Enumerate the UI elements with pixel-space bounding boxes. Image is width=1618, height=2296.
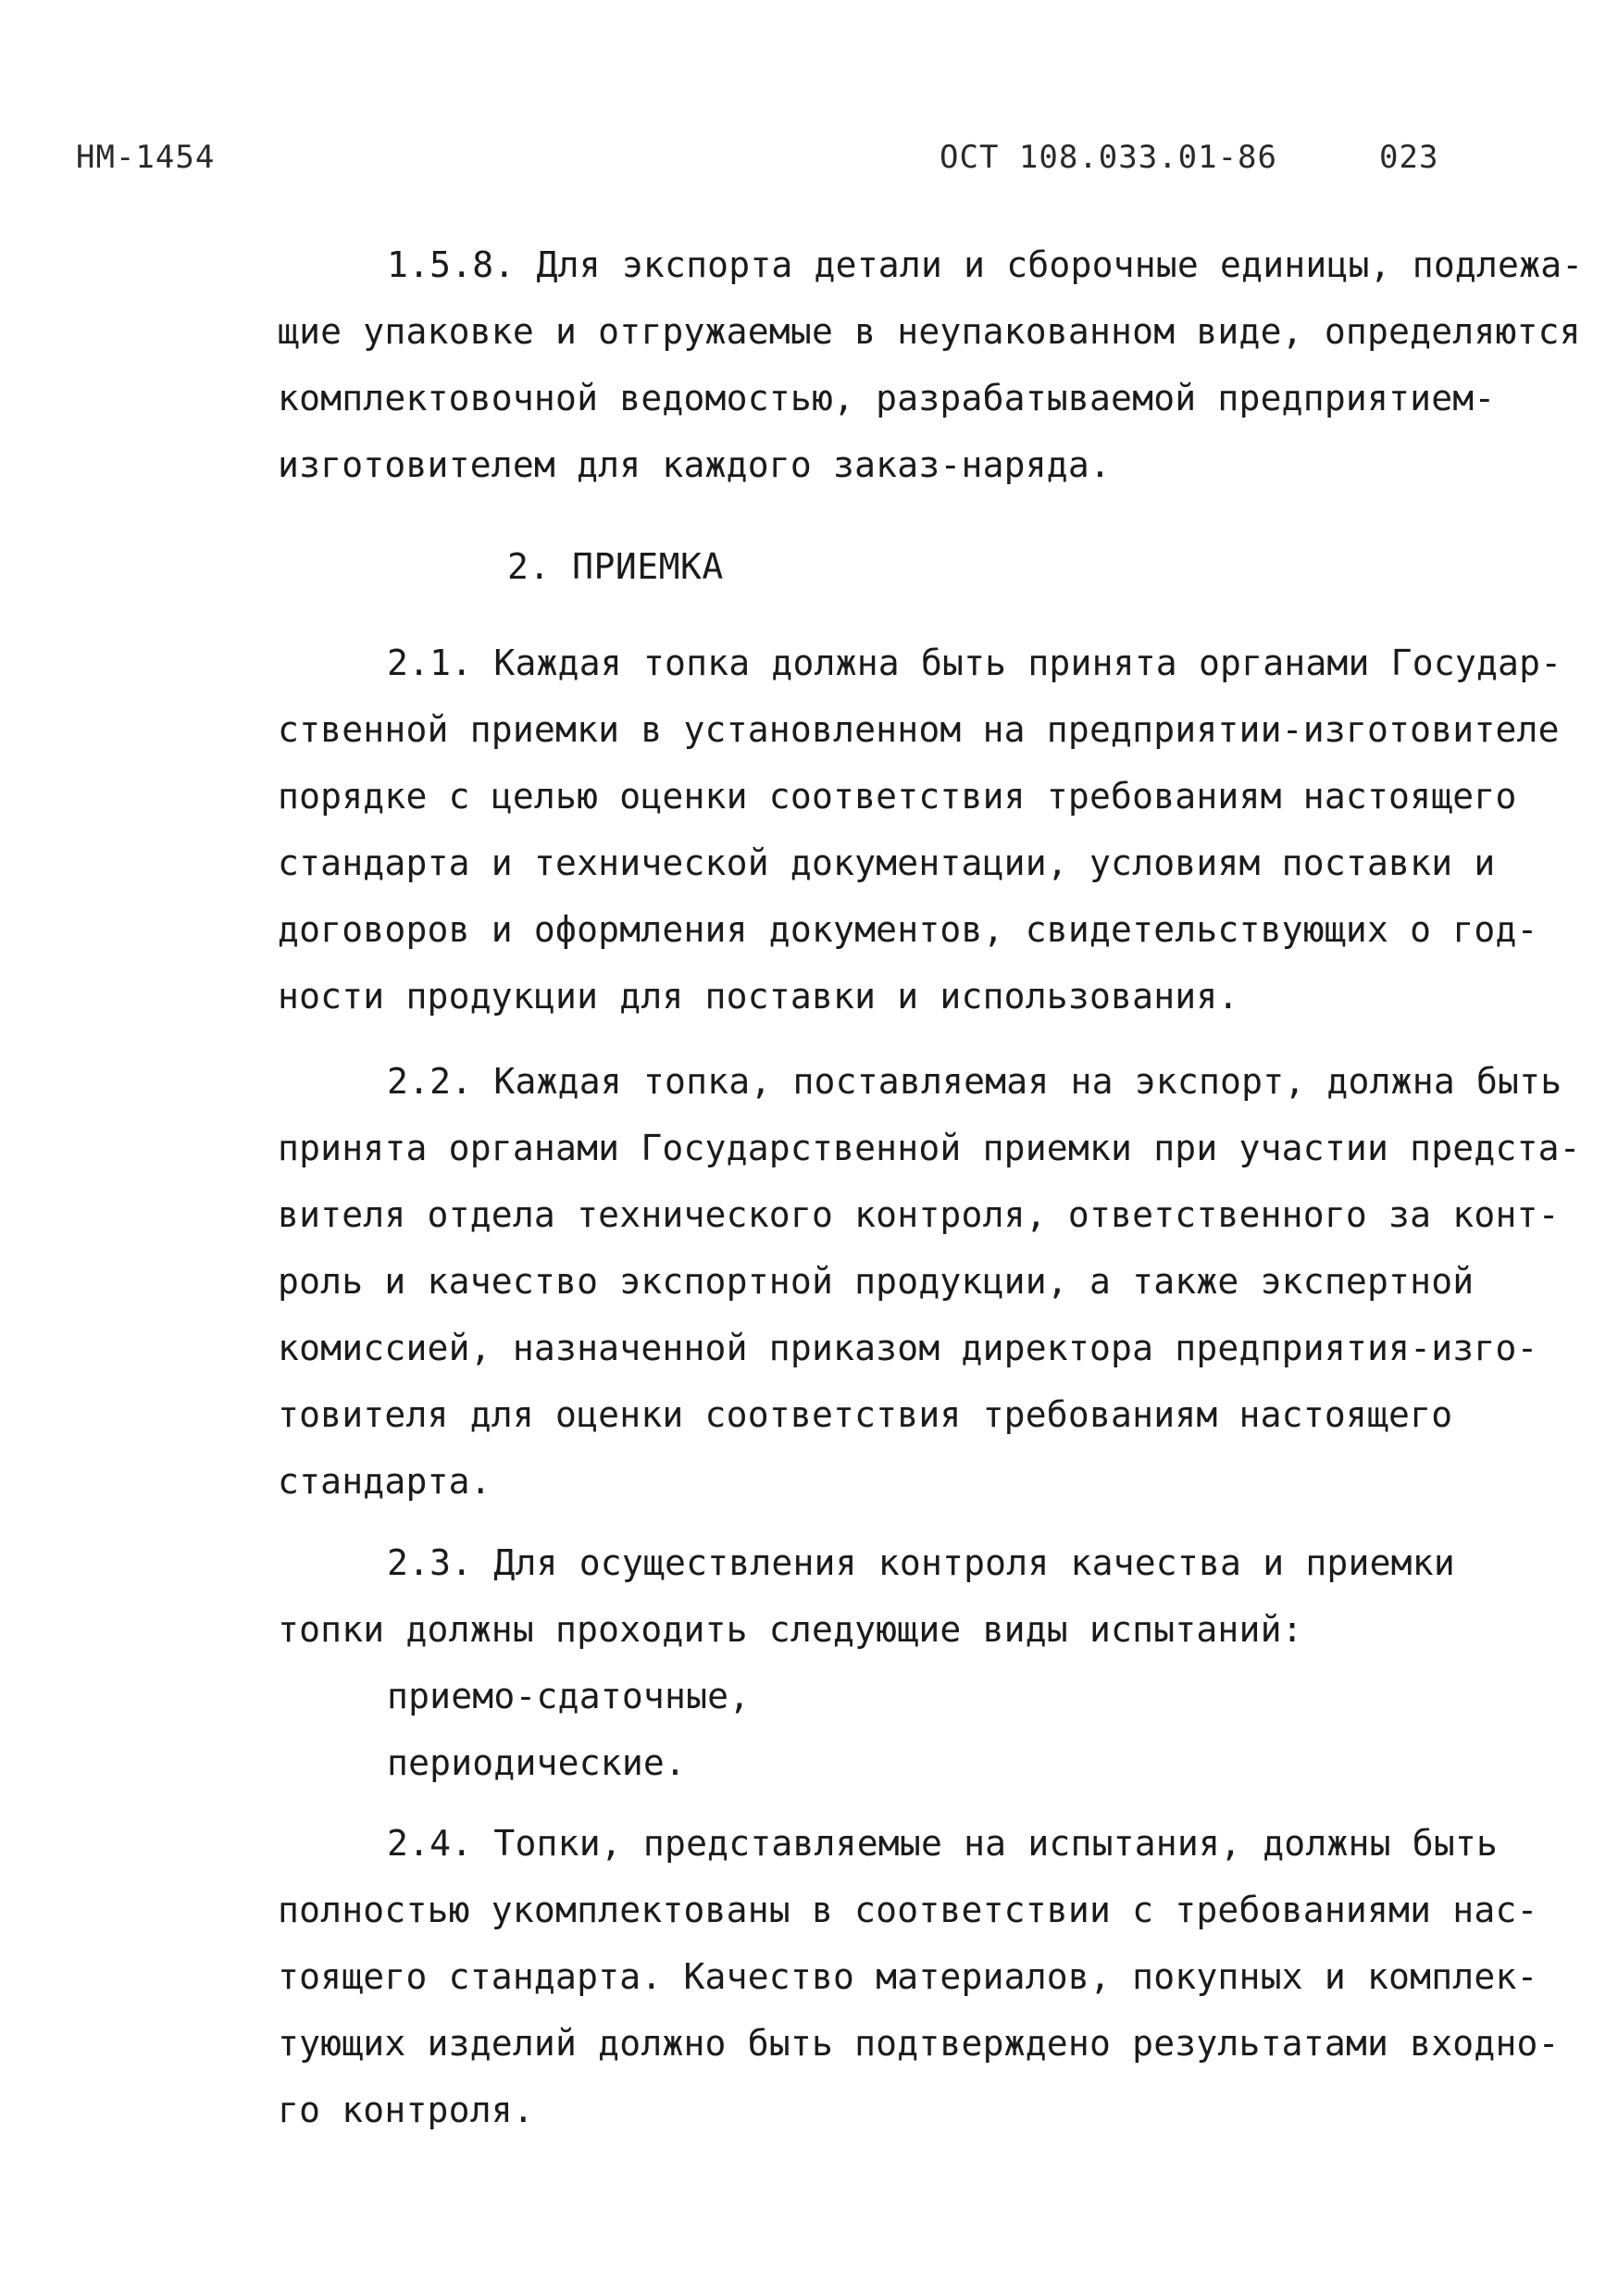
paragraph-line: 2.1. Каждая топка должна быть принята органами Государ- — [387, 643, 1562, 683]
paragraph-2-3 — [278, 1529, 1574, 1796]
paragraph-line: 2.2. Каждая топка, поставляемая на экспорт, должна быть — [387, 1061, 1562, 1102]
paragraph-line: стандарта и технической документации, условиям поставки и — [278, 842, 1496, 883]
paragraph-line: тующих изделий должно быть подтверждено результатами входно- — [278, 2023, 1560, 2064]
paragraph-line: вителя отдела технического контроля, ответственного за конт- — [278, 1194, 1560, 1235]
list-item: периодические. — [387, 1742, 687, 1783]
paragraph-1-5-8 — [278, 231, 1584, 498]
paragraph-line: изготовителем для каждого заказ-наряда. — [278, 444, 1112, 485]
paragraph-line: ственной приемки в установленном на предприятии-изготовителе — [278, 709, 1560, 750]
paragraph-line: порядке с целью оценки соответствия требованиям настоящего — [278, 776, 1517, 817]
paragraph-line: 1.5.8. Для экспорта детали и сборочные единицы, подлежа- — [387, 244, 1584, 285]
paragraph-line: щие упаковке и отгружаемые в неупакованном виде, определяются — [278, 311, 1581, 352]
paragraph-line: роль и качество экспортной продукции, а также экспертной — [278, 1261, 1475, 1302]
paragraph-line: 2.4. Топки, представляемые на испытания, должны быть — [387, 1823, 1499, 1864]
paragraph-line: 2.3. Для осуществления контроля качества и приемки — [387, 1542, 1455, 1583]
paragraph-line: договоров и оформления документов, свидетельствующих о год- — [278, 909, 1538, 950]
paragraph-line: тоящего стандарта. Качество материалов, покупных и комплек- — [278, 1956, 1538, 1997]
paragraph-line: ности продукции для поставки и использования. — [278, 976, 1239, 1017]
paragraph-line: товителя для оценки соответствия требованиям настоящего — [278, 1394, 1453, 1435]
paragraph-line: го контроля. — [278, 2090, 534, 2130]
list-item: приемо-сдаточные, — [387, 1676, 751, 1716]
paragraph-line: комиссией, назначенной приказом директора предприятия-изго- — [278, 1328, 1538, 1368]
page-number: 023 — [1379, 139, 1439, 176]
standard-number: ОСТ 108.033.01-86 — [940, 139, 1277, 176]
paragraph-line: полностью укомплектованы в соответствии с требованиями нас- — [278, 1890, 1538, 1930]
paragraph-line: топки должны проходить следующие виды испытаний: — [278, 1609, 1303, 1650]
document-code: НМ-1454 — [76, 139, 216, 176]
paragraph-2-1 — [278, 630, 1574, 1029]
paragraph-2-4 — [278, 1810, 1574, 2143]
section-heading: 2. ПРИЕМКА — [507, 546, 724, 587]
paragraph-line: стандарта. — [278, 1461, 492, 1502]
paragraph-line: комплектовочной ведомостью, разрабатываемой предприятием- — [278, 378, 1496, 418]
paragraph-line: принята органами Государственной приемки при участии предста- — [278, 1128, 1581, 1168]
paragraph-2-2 — [278, 1048, 1581, 1515]
